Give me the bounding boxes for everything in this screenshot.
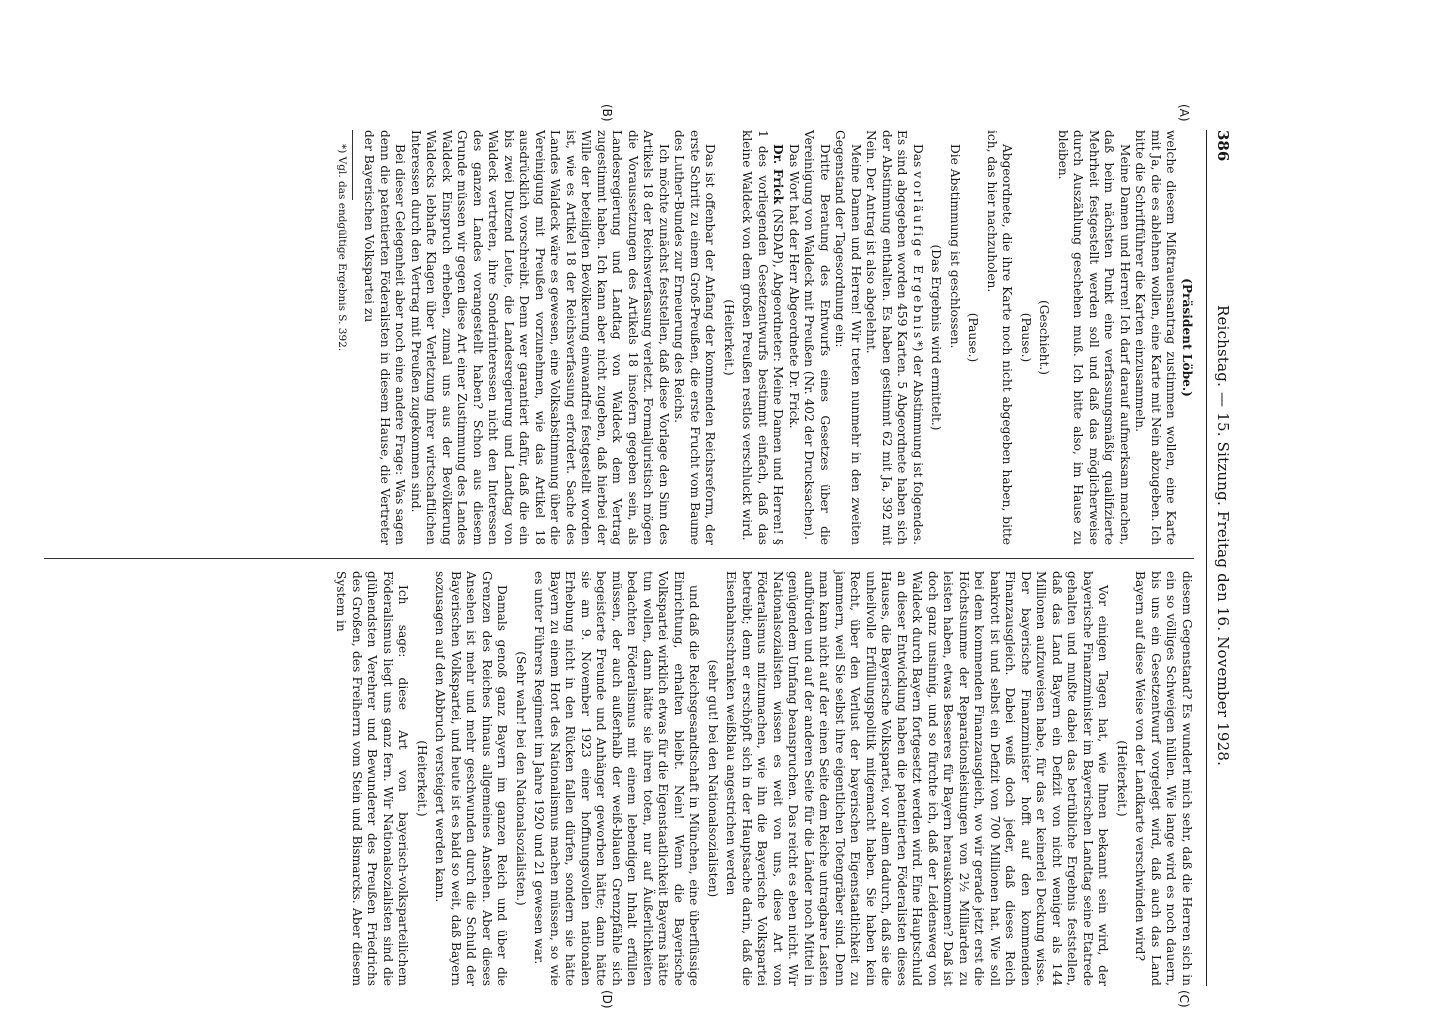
paragraph: Die Abstimmung ist geschlossen.: [948, 144, 962, 349]
paragraph: welche diesem Mißtrauensantrag zustimmen wollen, eine Karte mit Ja, die es ablehnen wollen, eine Karte mit Nein abzugeben. Ich bitte die Schriftführer die Karten einzusammeln.: [1133, 130, 1179, 545]
margin-mark-c: (C): [1177, 990, 1191, 1008]
running-head: [1212, 130, 1234, 986]
paragraph: Damals genoß ganz Bayern im ganzen Reich und über die Grenzen des Reiches hinaus allgemeines Ansehen. Aber dieses Ansehen ist mehr und mehr geschwunden durch die Schuld der Bayerischen Volkspartei, und heute ist es bald so weit, daß Bayern sozusagen auf den Abbruch versteigert werden kann.: [433, 571, 510, 986]
paragraph: Das ist offenbar der Anfang der kommenden Reichsreform, der erste Schritt zu einem Groß-Preußen, die erste Frucht vom Baume des Luther-Bundes zur Erneuerung des Reichs.: [672, 130, 718, 545]
stage-direction: (Heiterkeit.): [722, 299, 736, 376]
text-run: *) der Abstimmung ist folgendes. Es sind abgegeben worden 459 Karten. 5 Abgeordnete haben sich der Abstimmung enthalten. Es haben gestimmt 62 mit Ja, 392 mit Nein. Der Antrag ist also abgelehnt.: [864, 130, 925, 545]
stage-direction: (Pause.): [1019, 312, 1033, 363]
stage-direction: (Pause.): [966, 312, 981, 363]
margin-mark-a: (A): [1177, 104, 1191, 122]
stage-direction: (sehr gut! bei den Nationalsozialisten): [706, 659, 720, 898]
paragraph: Meine Damen und Herren! Wir treten nunmehr in den zweiten Gegenstand der Tagesordnung ein:: [833, 130, 863, 545]
spaced-text: vorläufige Ergebnis: [911, 171, 925, 341]
stage-direction: (Heiterkeit.): [1115, 740, 1129, 817]
footnote-rule: [352, 130, 353, 200]
paragraph: Vor einigen Tagen hat, wie Ihnen bekannt sein wird, der bayerische Finanzminister im Bayerischen Landtag seine Etatrede gehalten und mußte dabei das betrübliche Ergebnis feststellen, daß das Land Bayern ein Defizit von nicht weniger als 144 Millionen aufzuweisen habe, für das er keinerlei Deckung wisse. Der bayerische Finanzminister hofft auf den kommenden Finanzausgleich. Dabei weiß doch jeder, daß dieses Reich bankrott ist und selbst ein Defizit von 700 Millionen hat. Wie soll bei dem kommenden Finanzausgleich, wo wir gerade jetzt erst die Höchstsumme der Reparationsleistungen von 2½ Milliarden zu leisten haben, etwas Besseres für Bayern herauskommen? Daß ist doch ganz unsinnig, und so fürchte ich, daß der Leidensweg von Waldeck durch Bayern fortgesetzt werden wird. Eine Hauptschuld an dieser Entwicklung haben die patentierten Föderalisten dieses Hauses, die Bayerische Volkspartei, vor allem dadurch, daß sie die unheilvolle Erfüllungspolitik mitgemacht haben. Sie haben kein Recht, über den Verlust der bayerischen Eigenstaatlichkeit zu jammern, weil Sie selbst ihre eigentlichen Totengräber sind. Denn man kann nicht auf der einen Seite dem Reiche untragbare Lasten aufbürden und auf der anderen Seite für die Länder noch Mittel in genügendem Umfang beanspruchen. Das reicht es eben nicht. Wir Nationalsozialisten wissen es weit von uns, diese Art von Föderalismus mitzumachen, wie ihn die Bayerische Volkspartei betreibt; denn er erschöpft sich in der Hauptsache darin, daß die Eisenbahnschranken weißblau angestrichen werden: [724, 571, 1111, 986]
header-rule: [1206, 130, 1207, 986]
page-number: 386: [1214, 130, 1232, 162]
left-column: [335, 130, 1194, 545]
stage-direction: (Geschieht.): [1037, 299, 1052, 376]
paragraph: Bei dieser Gelegenheit aber noch eine andere Frage: Was sagen denn die patentierten Föderalisten in diesem Hause, die Vertreter der Bayerischen Volkspartei zu: [362, 130, 408, 545]
paragraph: Abgeordnete, die ihre Karte noch nicht abgegeben haben, bitte ich, das hier nachzuholen.: [985, 130, 1015, 545]
paragraph: [863, 130, 925, 545]
margin-mark-d: (D): [600, 990, 614, 1009]
margin-mark-b: (B): [600, 104, 614, 122]
paragraph: [739, 130, 786, 545]
text-run: (NSDAP), Abgeordneter: Meine Damen und Herren! § 1 des vorliegenden Gesetzentwurfs bestimmt einfach, daß das kleine Waldeck von dem großen Preußen restlos verschluckt wird.: [740, 130, 786, 545]
paragraph: Ich möchte zunächst feststellen, daß diese Vorlage den Sinn des Artikels 18 der Reichsverfassung verletzt. Formaljuristisch mögen die Voraussetzungen des Artikels 18 insofern gegeben sein, als Landesregierung und Landtag von Waldeck dem Vertrag zugestimmt haben. Ich kann aber nicht zugeben, daß hierbei der Wille der beteiligten Bevölkerung einwandfrei festgestellt worden ist, wie es Artikel 18 der Reichsverfassung erfordert. Sache des Landes Waldeck wäre es gewesen, eine Volksabstimmung über die Vereinigung mit Preußen vorzunehmen, wie das Artikel 18 ausdrücklich vorschreibt. Denn wer garantiert dafür, daß die ein bis zwei Dutzend Leute, die Landesregierung und Landtag von Waldeck vertreten, ihre Sonderinteressen nicht den Interessen des ganzen Landes vorangestellt haben? Schon aus diesem Grunde müssen wir gegen diese Art einer Zustimmung des Landes Waldeck Einspruch erheben, zumal uns aus der Bevölkerung Waldecks lebhafte Klagen über Verletzung ihrer wirtschaftlichen Interessen durch den Vertrag mit Preußen zugekommen sind.: [409, 130, 671, 545]
agenda-item: Dritte Beratung des Entwurfs eines Gesetzes über die Vereinigung von Waldeck mit Preußen (Nr. 402 der Drucksachen).: [802, 130, 832, 545]
stage-direction: (Sehr wahr! bei den Nationalsozialisten.): [514, 651, 528, 906]
text-area: [44, 104, 1234, 1009]
paragraph: und daß die Reichsgesandtschaft in München, eine überflüssige Einrichtung, erhalten bleibt. Nein! Wenn die Bayerische Volkspartei wirklich etwas für die Eigenstaatlichkeit Bayerns hätte tun wollen, dann hätte sie ihren toten, nur auf Äußerlichkeiten bedachten Föderalismus mit einem lebendigen Inhalt erfüllen müssen, der auch außerhalb der weiß-blauen Grenzpfähle sich begeisterte Freunde und Anhänger geworben hätte; dann hätte sie am 9. November 1923 einer hoffnungsvollen nationalen Erhebung nicht in den Rücken fallen dürfen, sondern sie hätte Bayern zu einem Hort des Nationalismus machen müssen, so wie es unter Führers Regiment im Jahre 1920 und 21 gewesen war.: [532, 571, 702, 986]
stage-direction: (Das Ergebnis wird ermittelt.): [929, 244, 944, 431]
speaker-name: Dr. Frick: [771, 144, 786, 205]
running-head-title: Reichstag. — 15. Sitzung. Freitag den 16. November 1928.: [1214, 305, 1232, 767]
column-divider: [44, 558, 1194, 559]
stage-direction: (Heiterkeit.): [415, 740, 429, 817]
right-column: [333, 571, 1194, 986]
paragraph: diesem Gegenstand? Es wundert mich sehr, daß die Herren sich in ein so völliges Schweigen hüllen. Wie lange wird es noch dauern, bis uns ein Gesetzentwurf vorgelegt wird, daß auch das Land Bayern auf diese Weise von der Landkarte verschwinden wird?: [1133, 571, 1194, 986]
paragraph: Ich sage: diese Art von bayerisch-volksparteilichem Föderalismus liegt uns ganz fern. Wir Nationalsozialisten sind die glühendsten Verehrer und Bewunderer des Preußen Friedrichs des Großen, des Freiherrn vom Stein und Bismarcks. Aber diesem System in: [334, 571, 411, 986]
footnote: *) Vgl. das endgültige Ergebnis S. 392.: [336, 144, 348, 352]
speaker-label: (Präsident Löbe.): [1180, 278, 1194, 397]
text-run: Das: [911, 144, 925, 172]
paragraph: Das Wort hat der Herr Abgeordnete Dr. Frick.: [787, 144, 801, 429]
paragraph: Meine Damen und Herren! Ich darf darauf aufmerksam machen, daß beim nächsten Punkt eine verfassungsmäßig qualifizierte Mehrheit festgestellt werden soll und daß das möglicherweise durch Auszählung geschehen muß. Ich bitte also, im Hause zu bleiben.: [1056, 130, 1132, 545]
